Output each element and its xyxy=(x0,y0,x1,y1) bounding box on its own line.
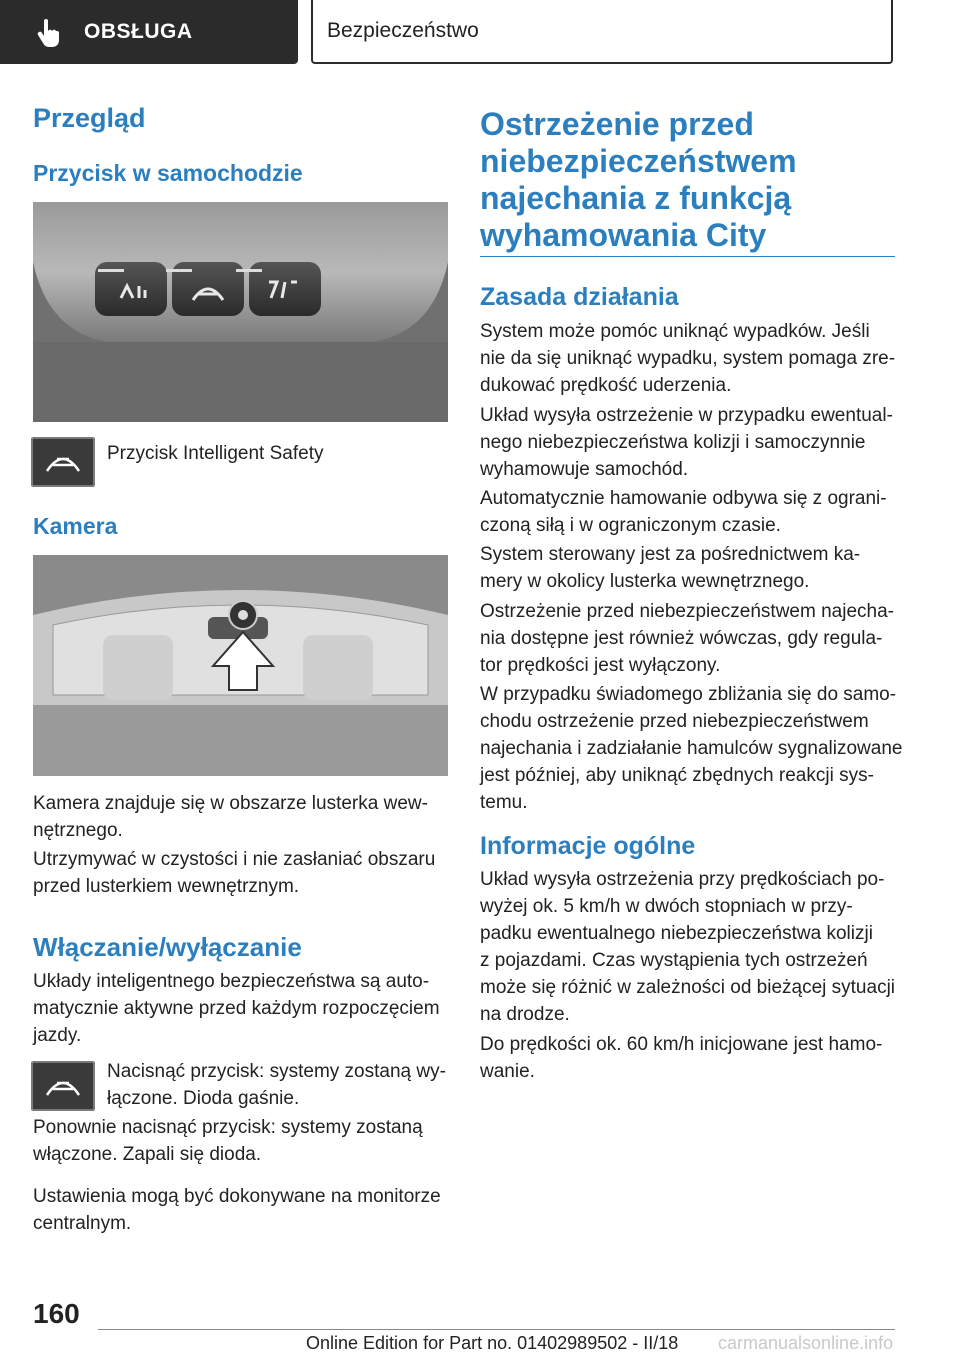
principle-paragraph-2: Układ wysyła ostrzeżenie w przypadku ewentual- nego niebezpieczeństwa kolizji i samoczynnie wyhamowuje samochód. xyxy=(480,405,893,480)
onoff-title: Włączanie/wyłączanie xyxy=(33,932,302,962)
page-number: 160 xyxy=(33,1298,80,1329)
intelligent-safety-button-icon xyxy=(31,1061,95,1111)
camera-location-photo xyxy=(33,555,448,776)
intelligent-safety-button-icon xyxy=(31,437,95,487)
general-paragraph-1: Układ wysyła ostrzeżenia przy prędkościach po- wyżej ok. 5 km/h w dwóch stopniach w przy- padku ewentualnego niebezpieczeństwa kolizji z pojazdami. Czas wystąpienia tych ostrzeżeń może się różnić w zależności od bieżącej sytuacji na drodze. xyxy=(480,869,896,1025)
onoff-paragraph-1: Układy inteligentnego bezpieczeństwa są auto- matycznie aktywne przed każdym rozpoczęciem jazdy. xyxy=(33,971,440,1046)
page-header xyxy=(0,0,960,66)
button-panel-photo xyxy=(33,202,448,422)
principle-paragraph-5: Ostrzeżenie przed niebezpieczeństwem najecha- nia dostępne jest również wówczas, gdy regula- tor prędkości jest wyłączony. xyxy=(480,601,894,676)
warning-title: Ostrzeżenie przed niebezpieczeństwem najechania z funkcją wyhamowania City xyxy=(480,106,797,253)
general-title: Informacje ogólne xyxy=(480,832,696,860)
principle-title: Zasada działania xyxy=(480,283,679,311)
principle-paragraph-6: W przypadku świadomego zbliżania się do samo- chodu ostrzeżenie przed niebezpieczeństwem najechania i zadziałanie hamulców sygnalizowane jest później, aby uniknąć zbędnych reakcji sys- temu. xyxy=(480,684,903,813)
onoff-caption: Nacisnąć przycisk: systemy zostaną wy- łączone. Dioda gaśnie. xyxy=(107,1061,446,1109)
title-rule xyxy=(480,256,895,257)
camera-paragraph-1: Kamera znajduje się w obszarze lusterka wew- nętrznego. xyxy=(33,793,428,841)
watermark-text: carmanualsonline.info xyxy=(718,1333,894,1353)
button-caption: Przycisk Intelligent Safety xyxy=(107,443,324,464)
camera-subtitle: Kamera xyxy=(33,513,118,539)
principle-paragraph-1: System może pomóc uniknąć wypadków. Jeśli nie da się uniknąć wypadku, system pomaga zre- dukować prędkość uderzenia. xyxy=(480,321,896,396)
principle-paragraph-3: Automatycznie hamowanie odbywa się z ograni- czoną siłą i w ograniczonym czasie. xyxy=(480,488,887,536)
edition-text: Online Edition for Part no. 01402989502 - II/18 xyxy=(306,1333,679,1353)
general-paragraph-2: Do prędkości ok. 60 km/h inicjowane jest hamo- wanie. xyxy=(480,1034,883,1082)
section-tab xyxy=(0,0,298,64)
onoff-paragraph-2: Ponownie nacisnąć przycisk: systemy zostaną włączone. Zapali się dioda. xyxy=(33,1117,423,1165)
footer-rule xyxy=(98,1329,895,1330)
section-label: OBSŁUGA xyxy=(84,20,193,43)
principle-paragraph-4: System sterowany jest za pośrednictwem ka- mery w okolicy lusterka wewnętrznego. xyxy=(480,544,861,592)
hand-pointer-icon xyxy=(36,18,62,48)
chapter-tab xyxy=(311,0,893,64)
camera-paragraph-2: Utrzymywać w czystości i nie zasłaniać obszaru przed lusterkiem wewnętrznym. xyxy=(33,849,436,897)
button-subtitle: Przycisk w samochodzie xyxy=(33,160,303,186)
overview-title: Przegląd xyxy=(33,103,146,133)
chapter-label: Bezpieczeństwo xyxy=(327,19,479,42)
onoff-paragraph-3: Ustawienia mogą być dokonywane na monitorze centralnym. xyxy=(33,1186,441,1234)
